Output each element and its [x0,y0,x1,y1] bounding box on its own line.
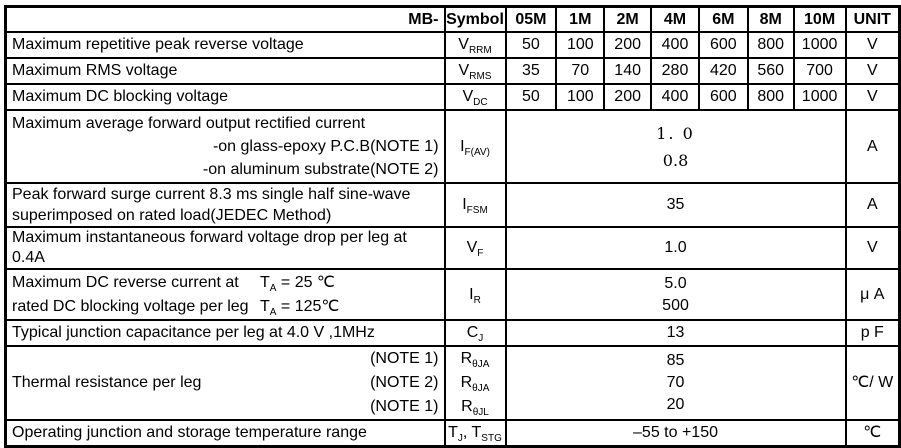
param-cell [6,183,445,227]
symbol-sub: RRM [468,45,492,57]
value-cell: 200 [604,32,651,58]
symbol-cell [445,58,506,84]
symbol-line: $R_{\theta JL}$ [461,398,489,419]
value-cell-merged: –55 to +150 [506,420,846,447]
value-cell: 280 [651,58,699,84]
symbol-sub: F [477,248,484,260]
row-temp-range [6,420,900,447]
header-series-prefix: MB- [6,7,445,33]
symbol-cell [445,32,506,58]
unit-cell: V [846,32,900,58]
symbol-base: V [458,62,470,79]
param-line: Thermal resistance per leg [12,374,202,391]
row-ir [6,269,900,320]
row-ifsm [6,183,900,227]
symbol-sub: RMS [469,71,492,83]
note-line: (NOTE 1) [370,350,439,367]
symbol-sub: FSM [466,205,488,217]
symbol-base: I [460,137,465,155]
value-cell: 140 [604,58,651,84]
symbol-cell [445,84,506,110]
symbol-base: I [462,196,467,213]
param-cell: Maximum instantaneous forward voltage drop per leg at 0.4A [6,227,445,269]
header-model-8m: 8M [748,7,794,33]
value-line: 0.8 [662,151,689,170]
unit-cell: ℃ [846,420,900,447]
value-cell: 400 [651,32,699,58]
value-line: 5.0 [664,274,687,292]
condition-line: $T_A$ = 125℃ [260,297,340,318]
header-model-1m: 1M [556,7,604,33]
value-cell: 35 [506,58,557,84]
param-cell: Maximum DC blocking voltage [6,84,445,110]
unit-cell: A [846,183,900,227]
row-vrrm [6,32,900,58]
symbol-cell [445,269,506,320]
param-cell: Typical junction capacitance per leg at 4.0 V ,1MHz [6,320,445,346]
unit-cell: V [846,227,900,269]
value-cell: 800 [748,84,794,110]
symbol-sub: F(AV) [464,146,490,158]
symbol-sub: DC [473,97,488,109]
value-line: 20 [666,396,685,413]
value-cell-merged [506,110,846,183]
value-cell: 200 [604,84,651,110]
param-line: Peak forward surge current 8.3 ms single half sine-wave [12,186,411,203]
symbol-line: $R_{\theta JA}$ [460,350,490,371]
header-model-2m: 2M [604,7,651,33]
header-symbol: Symbol [445,7,506,33]
symbol-line: $R_{\theta JA}$ [460,374,490,395]
symbol-cell [445,320,506,346]
symbol-cell: $T_J$, $T_{STG}$ [445,420,506,447]
row-cj [6,320,900,346]
maximum-ratings-table [4,5,901,448]
symbol-cell [445,183,506,227]
symbol-sub: R [473,294,481,306]
unit-cell: ℃/ W [846,346,900,420]
value-cell: 600 [699,84,748,110]
value-line: 500 [662,296,689,314]
header-unit: UNIT [846,7,900,33]
param-line: Maximum DC reverse current at [12,273,239,291]
param-cell [6,269,445,320]
header-model-10m: 10M [794,7,846,33]
value-cell: 50 [506,84,557,110]
value-cell: 50 [506,32,557,58]
row-ifav [6,110,900,183]
symbol-cell [445,346,506,420]
symbol-base: V [462,88,474,105]
symbol-base: V [466,239,478,256]
param-line: Maximum average forward output rectified current [12,115,366,132]
note-line: (NOTE 2) [370,374,439,391]
symbol-cell [445,110,506,183]
header-row [6,7,900,33]
value-cell: 560 [748,58,794,84]
value-cell: 70 [556,58,604,84]
param-cell: Maximum RMS voltage [6,58,445,84]
value-cell: 800 [748,32,794,58]
unit-cell: V [846,58,900,84]
value-cell-merged: 13 [506,320,846,346]
value-cell: 100 [556,32,604,58]
row-vdc [6,84,900,110]
param-line: rated DC blocking voltage per leg [12,297,249,315]
value-line: 1. 0 [656,124,695,143]
header-model-05m: 05M [506,7,557,33]
value-line: 85 [666,352,685,369]
value-cell-merged: 1.0 [506,227,846,269]
value-cell: 100 [556,84,604,110]
symbol-base: V [458,36,469,53]
value-cell: 600 [699,32,748,58]
row-vrms [6,58,900,84]
unit-cell: V [846,84,900,110]
param-cell [6,346,445,420]
row-vf [6,227,900,269]
symbol-cell [445,227,506,269]
value-cell-merged: 35 [506,183,846,227]
value-cell: 1000 [794,32,846,58]
param-note-line: -on glass-epoxy P.C.B(NOTE 1) [212,138,439,155]
param-cell: Maximum repetitive peak reverse voltage [6,32,445,58]
unit-cell: A [846,110,900,183]
param-note-line: -on aluminum substrate(NOTE 2) [202,161,439,178]
value-cell: 1000 [794,84,846,110]
param-line: superimposed on rated load(JEDEC Method) [12,207,332,224]
condition-line: $T_A = 25$ ℃ [260,273,335,294]
param-cell [6,110,445,183]
value-cell: 420 [699,58,748,84]
value-cell-merged [506,269,846,320]
note-line: (NOTE 1) [370,398,439,415]
value-cell: 700 [794,58,846,84]
symbol-sub: J [478,333,484,345]
param-cell: Operating junction and storage temperature range [6,420,445,447]
value-cell: 400 [651,84,699,110]
unit-cell: μ A [846,269,900,320]
unit-cell: p F [846,320,900,346]
value-line: 70 [666,374,685,391]
value-cell-merged [506,346,846,420]
row-thermal [6,346,900,420]
symbol-base: I [469,285,474,303]
header-model-4m: 4M [651,7,699,33]
header-model-6m: 6M [699,7,748,33]
symbol-base: C [466,324,479,341]
